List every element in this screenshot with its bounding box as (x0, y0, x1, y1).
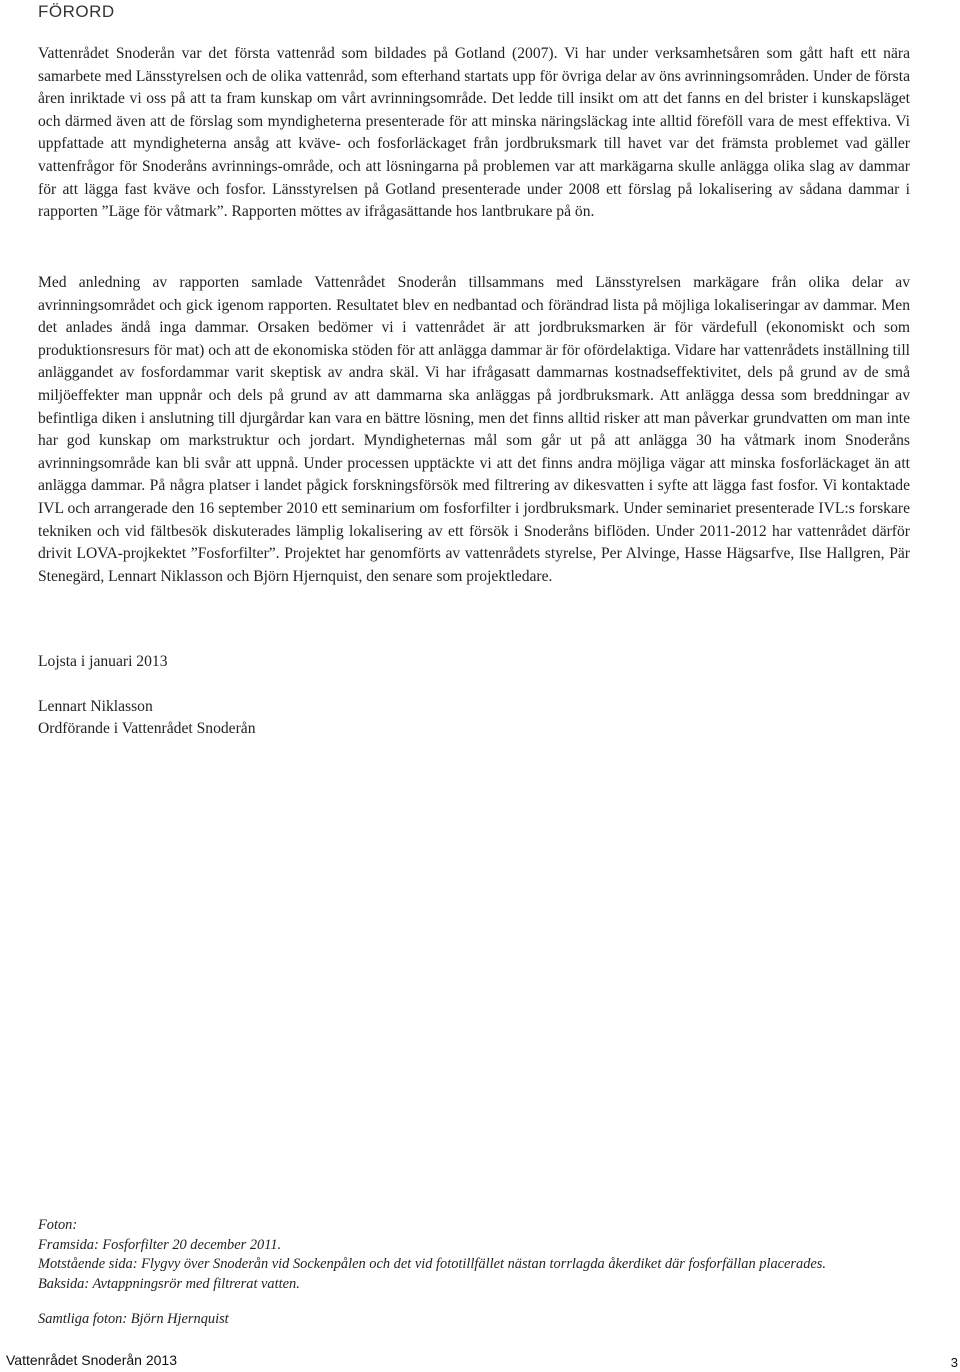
photo-credit-front: Framsida: Fosforfilter 20 december 2011. (38, 1236, 282, 1253)
photo-credit-back: Baksida: Avtappningsrör med filtrerat vatten. (38, 1275, 300, 1292)
place-date: Lojsta i januari 2013 (38, 653, 168, 670)
signer-name: Lennart Niklasson (38, 698, 153, 715)
photo-credit-all: Samtliga foton: Björn Hjernquist (38, 1311, 229, 1327)
photo-credits-label: Foton: (38, 1217, 78, 1233)
footer-publisher: Vattenrådet Snoderån 2013 (6, 1352, 177, 1368)
page-number: 3 (950, 1355, 958, 1370)
page-heading: FÖRORD (38, 2, 115, 21)
photo-credit-opposite: Motstående sida: Flygvy över Snoderån vid Sockenpålen och det vid fototillfället nästan torrlagda åkerdiket där fosforfällan placerades. (38, 1256, 827, 1272)
photo-credits (38, 1216, 938, 1294)
signer-title: Ordförande i Vattenrådet Snoderån (38, 720, 256, 737)
paragraph-main: Med anledning av rapporten samlade Vattenrådet Snoderån tillsammans med Länsstyrelsen markägare från olika delar av avrinningsområdet och gick igenom rapporten. Resultatet blev en nedbantad och förändrad lista på möjliga lokaliseringar av dammar. Men det anlades ändå inga dammar. Orsaken bedömer vi i vattenrådet är att jordbruksmarken är för värdefull (ekonomiskt och som produktionsresurs för mat) och att de ekonomiska stöden för att anlägga dammar är för ofördelaktiga. Vidare har vattenrådets inställning till anläggandet av fosfordammar varit skeptisk av andra skäl. Vi har ifrågasatt dammarnas kostnadseffektivitet, dels på grund av de små miljöeffekter man uppnår och dels på grund av att dammarna ska anläggas på jordbruksmark. Att anlägga dessa som breddningar av befintliga diken i anslutning till djurgårdar kan vara en bättre lösning, men det finns alltid risker att man påverkar grundvatten om man inte har god kunskap om markstruktur och jordart. Myndigheternas mål som går ut på att anlägga 30 ha våtmark inom Snoderåns avrinningsområde kan bli svår att uppnå. Under processen upptäckte vi att det finns andra möjliga vägar att minska fosforläckaget än att anlägga dammar. På några platser i landet pågick forskningsförsök med filtrering av dikesvatten i syfte att lägga fast fosfor. Vi kontaktade IVL och arrangerade den 16 september 2010 ett seminarium om fosforfilter i jordbruksmark. Under seminariet presenterade IVL:s forskare tekniken och vid fältbesök diskuterades lämplig lokalisering av ett försök i Snoderåns biflöden. Under 2011-2012 har vattenrådet därför drivit LOVA-projkektet ”Fosforfilter”. Projektet har genomförts av vattenrådets styrelse, Per Alvinge, Hasse Hägsarfve, Ilse Hallgren, Pär Stenegärd, Lennart Niklasson och Björn Hjernquist, den senare som projektledare. (38, 274, 910, 585)
paragraph-intro: Vattenrådet Snoderån var det första vattenråd som bildades på Gotland (2007). Vi har under verksamhetsåren som gått haft ett nära samarbete med Länsstyrelsen och de olika vattenråd, som efterhand startats upp för övriga delar av öns avrinningsområden. Under de första åren inriktade vi oss på att ta fram kunskap om vårt avrinningsområde. Det ledde till insikt om att det fanns en del brister i kunskapsläget och därmed även att de förslag som myndigheterna presenterade för att minska näringsläckag inte alltid föreföll vara de mest effektiva. Vi uppfattade att myndigheterna ansåg att kväve- och fosforläckaget från jordbruksmark till havet var det främsta problemet vad gäller vattenfrågor för Snoderåns avrinnings-område, och att lösningarna på problemen var att markägarna skulle anlägga olika slag av dammar för att lägga fast kväve och fosfor. Länsstyrelsen på Gotland presenterade under 2008 ett förslag på lokalisering av sådana dammar i rapporten ”Läge för våtmark”. Rapporten möttes av ifrågasättande hos lantbrukare på ön. (38, 45, 910, 221)
